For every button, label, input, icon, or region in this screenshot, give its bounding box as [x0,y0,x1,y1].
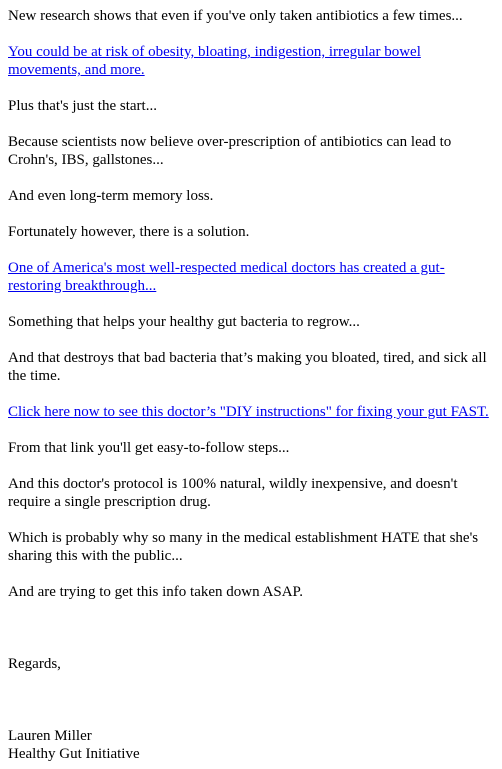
regrow-paragraph: Something that helps your healthy gut bacteria to regrow... [8,314,360,330]
risk-link[interactable]: You could be at risk of obesity, bloating, indigestion, irregular bowel movements, and more. [8,44,421,78]
start-paragraph: Plus that's just the start... [8,98,157,114]
takedown-paragraph: And are trying to get this info taken down ASAP. [8,584,303,600]
signature-block [8,727,494,763]
memory-paragraph: And even long-term memory loss. [8,188,214,204]
breakthrough-paragraph [8,259,494,295]
steps-paragraph: From that link you'll get easy-to-follow steps... [8,440,290,456]
diy-instructions-link[interactable]: Click here now to see this doctor’s "DIY instructions" for fixing your gut FAST. [8,404,489,420]
cta-paragraph [8,403,494,421]
bad-bacteria-paragraph: And that destroys that bad bacteria that’s making you bloated, tired, and sick all the time. [8,350,487,384]
signature-spacer [8,619,494,655]
natural-paragraph: And this doctor's protocol is 100% natural, wildly inexpensive, and doesn't require a single prescription drug. [8,476,458,510]
sender-name: Lauren Miller [8,728,92,744]
intro-paragraph: New research shows that even if you've only taken antibiotics a few times... [8,8,463,24]
sender-organization: Healthy Gut Initiative [8,746,140,762]
signature-gap [8,691,494,727]
scientists-paragraph: Because scientists now believe over-prescription of antibiotics can lead to Crohn's, IBS, gallstones... [8,134,452,168]
closing-text: Regards, [8,656,61,672]
establishment-paragraph: Which is probably why so many in the medical establishment HATE that she's sharing this with the public... [8,530,479,564]
risk-paragraph [8,43,494,79]
solution-paragraph: Fortunately however, there is a solution. [8,224,250,240]
breakthrough-link[interactable]: One of America's most well-respected medical doctors has created a gut-restoring breakthrough... [8,260,445,294]
